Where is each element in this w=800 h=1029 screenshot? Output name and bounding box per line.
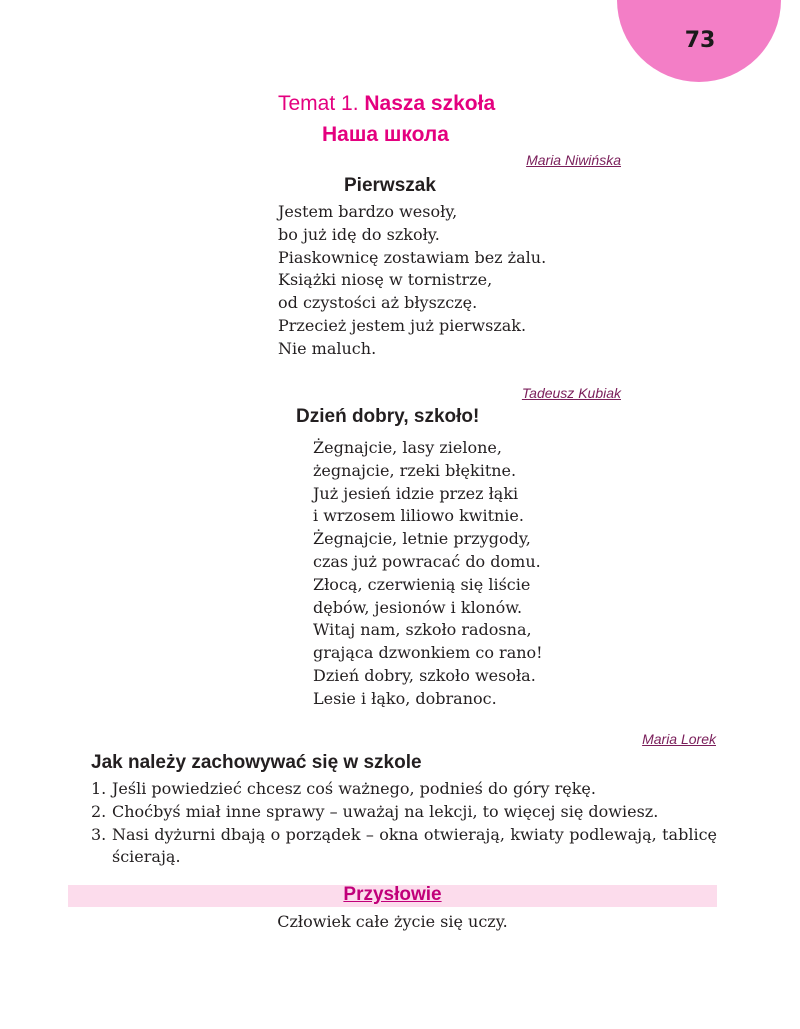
poem-line: i wrzosem liliowo kwitnie. <box>313 506 524 526</box>
topic-prefix: Temat 1. <box>278 92 359 115</box>
rules-title: Jak należy zachowywać się w szkole <box>91 752 422 773</box>
poem2-lines <box>313 437 543 711</box>
topic-subtitle: Наша школа <box>322 123 449 146</box>
list-item-number: 1. <box>91 779 107 798</box>
poem1-author: Maria Niwińska <box>526 152 621 168</box>
topic-heading <box>278 92 495 116</box>
list-item <box>91 824 717 870</box>
poem2-author: Tadeusz Kubiak <box>521 385 621 401</box>
proverb-title: Przysłowie <box>343 884 442 905</box>
poem-line: Żegnajcie, letnie przygody, <box>313 529 531 549</box>
poem-line: Przecież jestem już pierwszak. <box>278 315 527 335</box>
page-number: 73 <box>684 28 716 53</box>
list-item-text: Choćbyś miał inne sprawy – uważaj na lekcji, to więcej się dowiesz. <box>112 801 659 821</box>
poem-line: Nie maluch. <box>278 338 377 358</box>
poem-line: żegnajcie, rzeki błękitne. <box>313 460 517 480</box>
poem-line: bo już idę do szkoły. <box>278 224 440 244</box>
poem1-title: Pierwszak <box>344 175 436 196</box>
poem1-lines <box>278 201 546 361</box>
poem-line: dębów, jesionów i klonów. <box>313 597 523 617</box>
rules-list <box>91 778 717 869</box>
poem-line: Lesie i łąko, dobranoc. <box>313 688 497 708</box>
list-item-number: 3. <box>91 824 107 844</box>
list-item <box>91 801 717 824</box>
list-item-text: Jeśli powiedzieć chcesz coś ważnego, podnieś do góry rękę. <box>112 779 596 798</box>
poem-line: grająca dzwonkiem co rano! <box>313 643 543 663</box>
rules-author: Maria Lorek <box>642 731 716 747</box>
poem-line: Żegnajcie, lasy zielone, <box>313 438 502 457</box>
poem-line: od czystości aż błyszczę. <box>278 293 478 313</box>
list-item <box>91 778 717 801</box>
poem2-title: Dzień dobry, szkoło! <box>296 406 480 427</box>
poem-line: Już jesień idzie przez łąki <box>313 483 519 503</box>
poem-line: Witaj nam, szkoło radosna, <box>313 620 532 640</box>
poem-line: Dzień dobry, szkoło wesoła. <box>313 665 536 685</box>
topic-title: Nasza szkoła <box>364 92 496 115</box>
proverb-text: Człowiek całe życie się uczy. <box>277 912 508 931</box>
poem-line: Piaskownicę zostawiam bez żalu. <box>278 247 547 267</box>
poem-line: Jestem bardzo wesoły, <box>278 202 458 221</box>
list-item-text: Nasi dyżurni dbają o porządek – okna otwierają, kwiaty podlewają, tablicę ścierają. <box>112 824 717 867</box>
poem-line: Książki niosę w tornistrze, <box>278 270 493 290</box>
list-item-number: 2. <box>91 801 107 821</box>
poem-line: Złocą, czerwienią się liście <box>313 574 531 594</box>
poem-line: czas już powracać do domu. <box>313 551 541 571</box>
